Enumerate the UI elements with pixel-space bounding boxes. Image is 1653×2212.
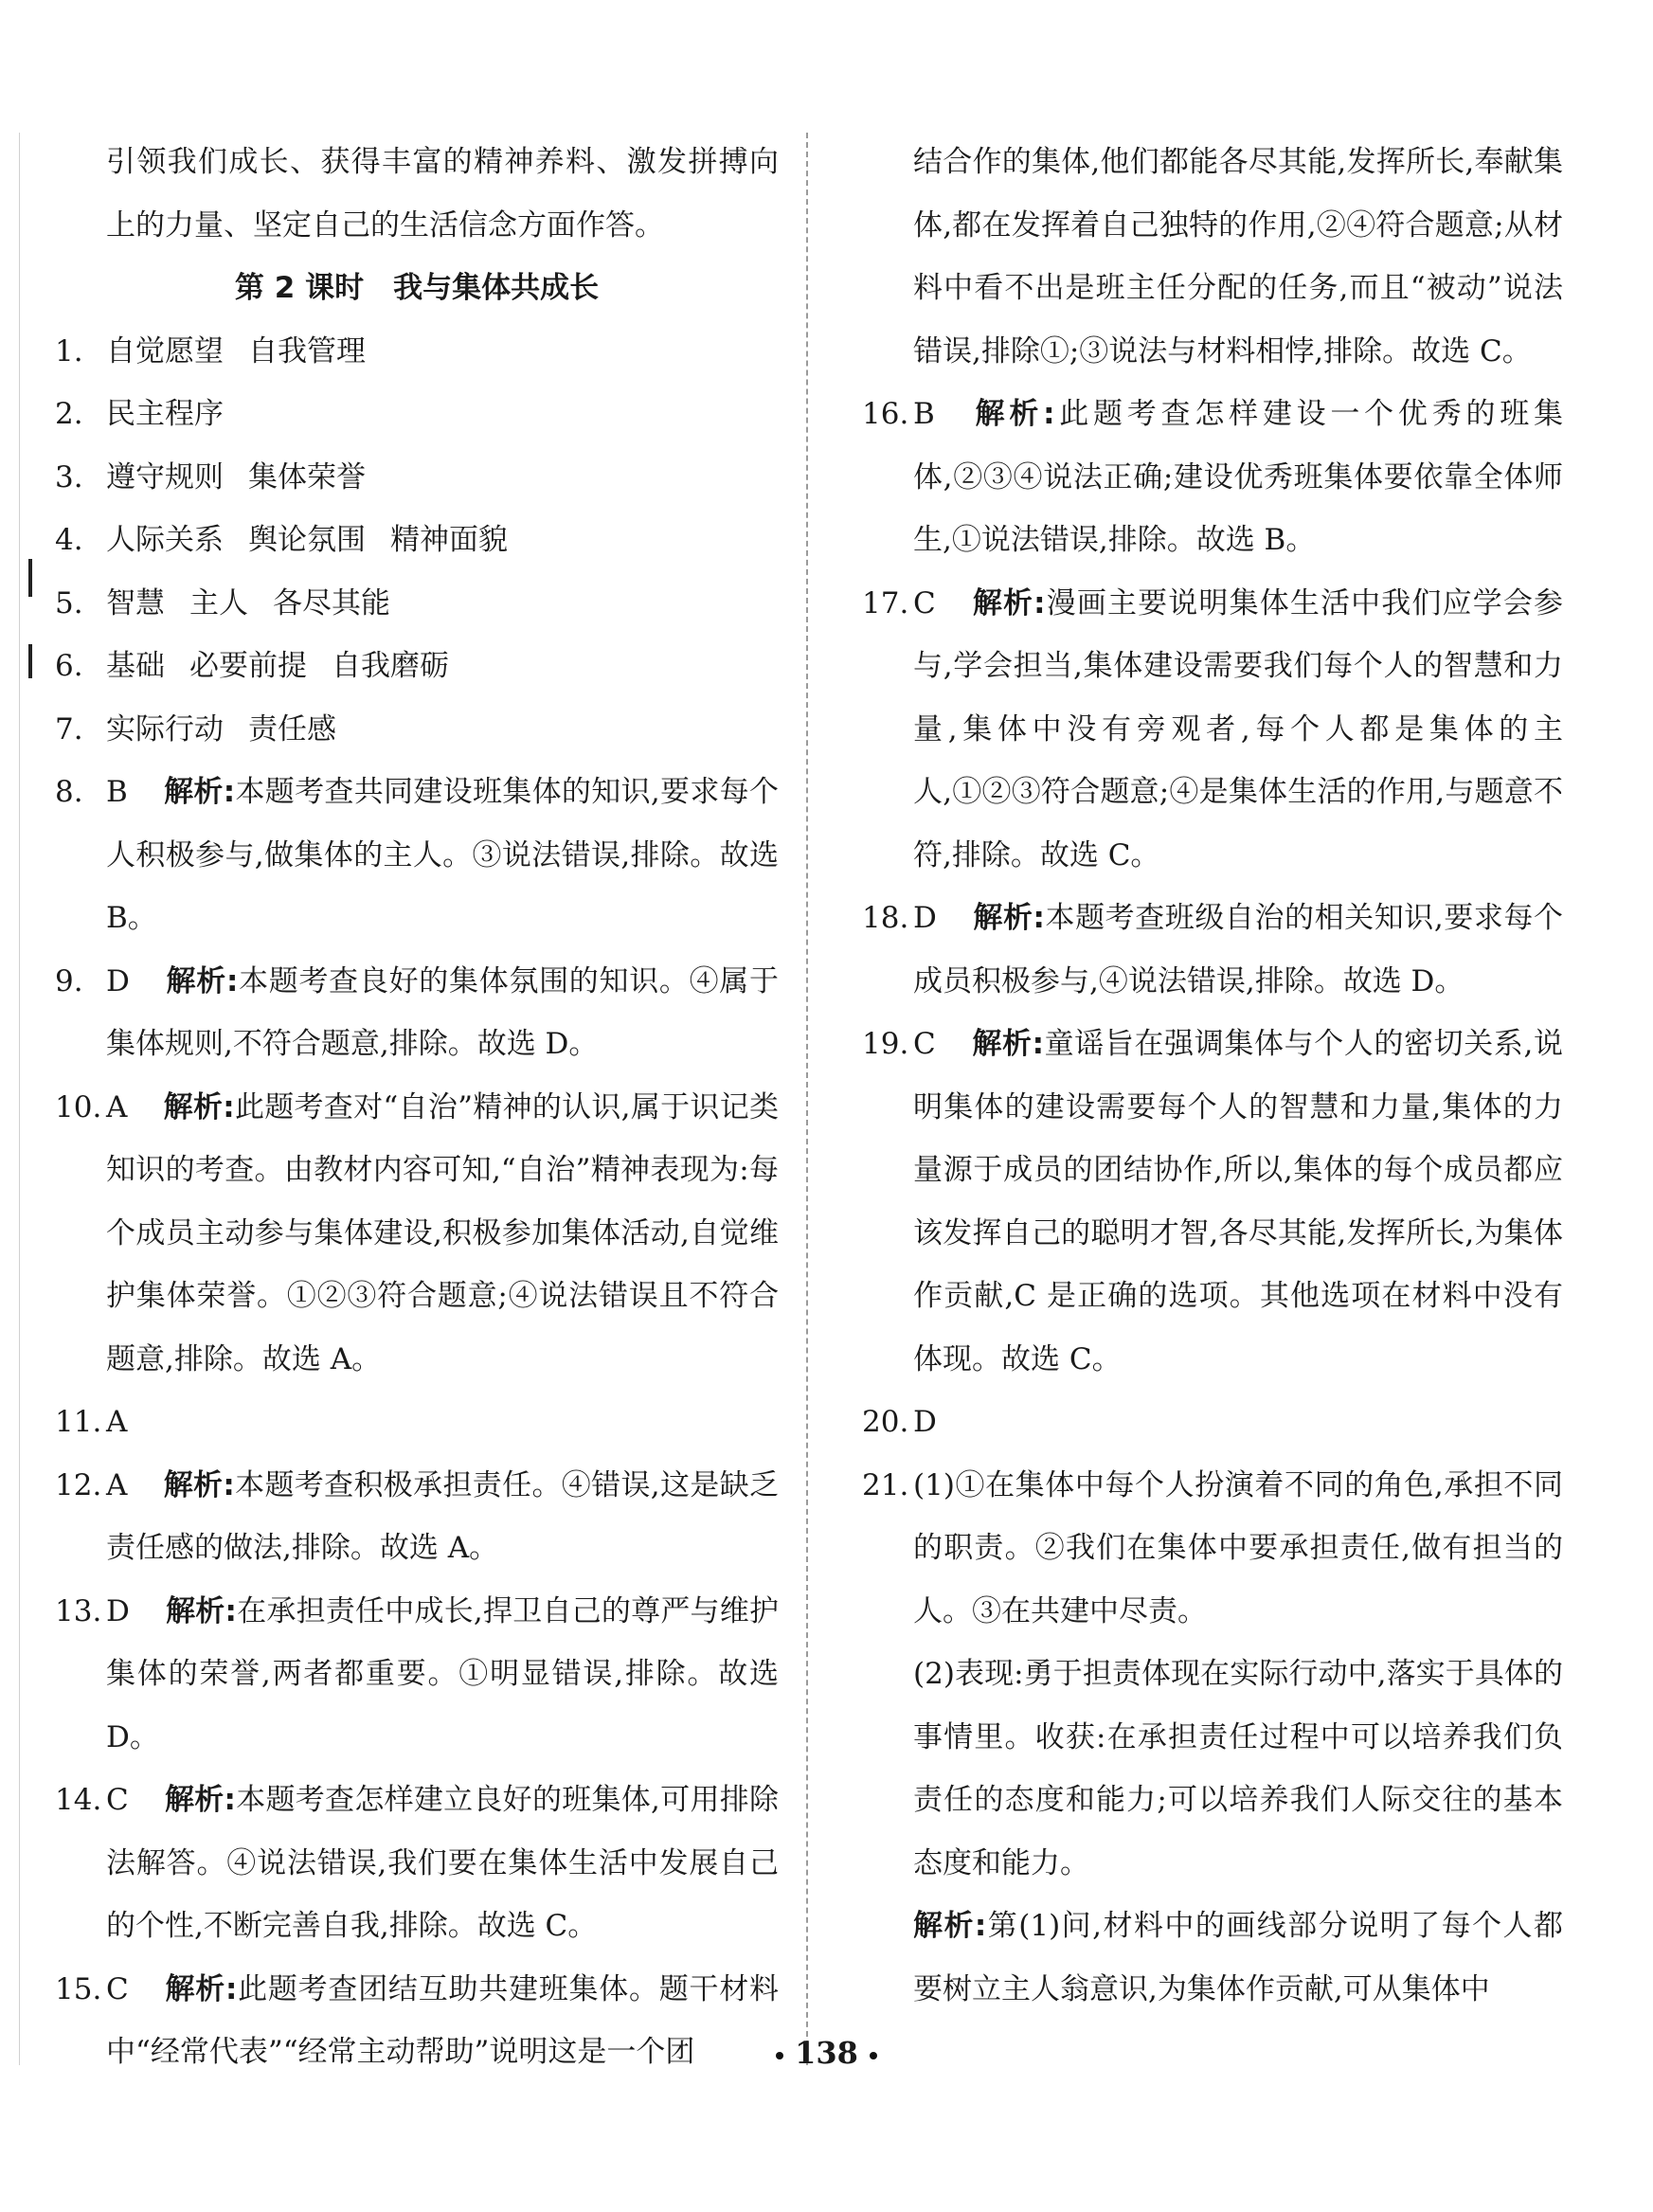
analysis-label: 解析: bbox=[972, 901, 1045, 935]
continuation-text: 结合作的集体,他们都能各尽其能,发挥所长,奉献集体,都在发挥着自己独特的作用,②④符合题意;从材料中看不出是班主任分配的任务,而且“被动”说法错误,排除①;③说法与材料相悖,排除。故选 C。 bbox=[913, 145, 1563, 369]
answer-choice: D bbox=[913, 901, 937, 935]
analysis-text: 此题考查对“自治”精神的认识,属于识记类知识的考查。由教材内容可知,“自治”精神表现为:每个成员主动参与集体建设,积极参加集体活动,自觉维护集体荣誉。①②③符合题意;④说法错误且不符合题意,排除。故选 A。 bbox=[106, 1089, 779, 1376]
analysis-label: 解析: bbox=[165, 1593, 237, 1628]
answer-choice: D bbox=[106, 1593, 130, 1628]
analysis-label: 解析: bbox=[163, 775, 236, 809]
fill-answer-item bbox=[55, 446, 779, 510]
answer-item bbox=[55, 761, 779, 950]
q21-part1: 21. (1)①在集体中每个人扮演着不同的角色,承担不同的职责。②我们在集体中要承担责任,做有担当的人。③在共建中尽责。 bbox=[862, 1454, 1563, 1644]
answer-number: 1. bbox=[55, 333, 83, 369]
analysis-text: 本题考查良好的集体氛围的知识。④属于集体规则,不符合题意,排除。故选 D。 bbox=[106, 963, 780, 1061]
answer-number: 20. bbox=[862, 1405, 909, 1439]
page-number: 138 bbox=[0, 2035, 1653, 2071]
answer-choice: D bbox=[106, 963, 130, 998]
answer-number: 16. bbox=[862, 397, 909, 431]
intro-text: 引领我们成长、获得丰富的精神养料、激发拼搏向上的力量、坚定自己的生活信念方面作答。 bbox=[106, 145, 779, 243]
answer-choice: B bbox=[106, 775, 128, 809]
fill-answer-text: 集体荣誉 bbox=[248, 459, 366, 495]
fill-answer-item bbox=[55, 698, 779, 762]
answer-choice: A bbox=[106, 1467, 128, 1502]
fill-answer-text: 遵守规则 bbox=[106, 459, 224, 495]
margin-mark bbox=[28, 644, 32, 678]
fill-answer-text: 基础 bbox=[106, 649, 165, 683]
answer-choice: A bbox=[106, 1089, 128, 1124]
fill-answer-item bbox=[55, 509, 779, 572]
analysis-label: 解析: bbox=[971, 1027, 1044, 1061]
fill-answer-text: 精神面貌 bbox=[390, 523, 508, 557]
fill-answer-text: 自我磨砺 bbox=[332, 649, 449, 683]
answer-number: 2. bbox=[55, 397, 83, 431]
answer-number: 3. bbox=[55, 459, 83, 495]
analysis-text: 本题考查班级自治的相关知识,要求每个成员积极参与,④说法错误,排除。故选 D。 bbox=[913, 901, 1563, 998]
answer-item bbox=[55, 1454, 779, 1580]
analysis-text: 漫画主要说明集体生活中我们应学会参与,学会担当,集体建设需要我们每个人的智慧和力量,集体中没有旁观者,每个人都是集体的主人,①②③符合题意;④是集体生活的作用,与题意不符,排除。故选 C。 bbox=[913, 585, 1563, 872]
answer-number: 7. bbox=[55, 711, 83, 746]
analysis-label: 解析: bbox=[913, 1909, 987, 1943]
analysis-label: 解析: bbox=[970, 397, 1055, 431]
analysis-text: 在承担责任中成长,捍卫自己的尊严与维护集体的荣誉,两者都重要。①明显错误,排除。故选 D。 bbox=[106, 1593, 779, 1754]
analysis-label: 解析: bbox=[971, 585, 1046, 620]
analysis-text: 此题考查怎样建设一个优秀的班集体,②③④说法正确;建设优秀班集体要依靠全体师生,①说法错误,排除。故选 B。 bbox=[913, 397, 1563, 557]
analysis-text: 本题考查积极承担责任。④错误,这是缺乏责任感的做法,排除。故选 A。 bbox=[106, 1467, 779, 1565]
answer-choice: B bbox=[913, 397, 935, 431]
fill-answer-item bbox=[55, 383, 779, 446]
fill-answer-text: 舆论氛围 bbox=[248, 523, 366, 557]
answer-number: 11. bbox=[55, 1405, 102, 1439]
answer-number: 15. bbox=[55, 1971, 102, 2006]
answer-choice: D bbox=[913, 1405, 937, 1439]
fill-answer-text: 自我管理 bbox=[248, 333, 366, 369]
choice-answers-list bbox=[862, 383, 1563, 1454]
answer-choice: A bbox=[106, 1405, 128, 1439]
fill-answer-text: 实际行动 bbox=[106, 711, 224, 746]
answer-item bbox=[862, 887, 1563, 1013]
fill-answer-item bbox=[55, 635, 779, 698]
answer-choice: C bbox=[106, 1783, 129, 1817]
fill-answer-text: 各尽其能 bbox=[273, 585, 390, 620]
choice-answers-list bbox=[55, 761, 779, 2084]
answer-item bbox=[862, 572, 1563, 888]
fill-answer-text: 人际关系 bbox=[106, 523, 224, 557]
bullet-icon bbox=[776, 2052, 783, 2059]
answer-number: 9. bbox=[55, 963, 83, 998]
answer-number: 6. bbox=[55, 649, 83, 683]
answer-number: 10. bbox=[55, 1089, 102, 1124]
answer-item bbox=[55, 1076, 779, 1392]
left-column bbox=[55, 131, 779, 2084]
left-margin-rule bbox=[19, 133, 20, 2065]
right-column bbox=[862, 131, 1563, 2021]
answer-choice: C bbox=[913, 1027, 936, 1061]
analysis-label: 解析: bbox=[164, 1971, 238, 2006]
fill-answer-text: 自觉愿望 bbox=[106, 333, 224, 369]
answer-number: 5. bbox=[55, 585, 83, 620]
fill-answer-item bbox=[55, 572, 779, 636]
answer-choice: C bbox=[913, 585, 936, 620]
answer-choice: C bbox=[106, 1971, 129, 2006]
analysis-label: 解析: bbox=[163, 1089, 235, 1124]
analysis-text: 此题考查团结互助共建班集体。题干材料中“经常代表”“经常主动帮助”说明这是一个团 bbox=[106, 1971, 779, 2069]
fill-answer-text: 智慧 bbox=[106, 585, 165, 620]
q21-part2: (2)表现:勇于担责体现在实际行动中,落实于具体的事情里。收获:在承担责任过程中可以培养我们负责任的态度和能力;可以培养我们人际交往的基本态度和能力。 bbox=[913, 1657, 1563, 1880]
fill-answer-text: 必要前提 bbox=[189, 649, 307, 683]
answer-item bbox=[862, 1013, 1563, 1391]
answer-number: 19. bbox=[862, 1027, 909, 1061]
analysis-label: 解析: bbox=[165, 963, 239, 998]
answer-number: 18. bbox=[862, 901, 909, 935]
fill-answer-text: 民主程序 bbox=[106, 397, 224, 431]
bullet-icon bbox=[870, 2052, 877, 2059]
column-divider bbox=[806, 133, 808, 2065]
analysis-text: 本题考查怎样建立良好的班集体,可用排除法解答。④说法错误,我们要在集体生活中发展自己的个性,不断完善自我,排除。故选 C。 bbox=[106, 1783, 779, 1943]
margin-mark bbox=[28, 559, 32, 597]
question-21 bbox=[862, 1454, 1563, 2022]
answer-item bbox=[55, 1580, 779, 1770]
fill-answer-text: 主人 bbox=[189, 585, 248, 620]
fill-answer-item bbox=[55, 320, 779, 384]
analysis-text: 童谣旨在强调集体与个人的密切关系,说明集体的建设需要每个人的智慧和力量,集体的力量源于成员的团结协作,所以,集体的每个成员都应该发挥自己的聪明才智,各尽其能,发挥所长,为集体作贡献,C 是正确的选项。其他选项在材料中没有体现。故选 C。 bbox=[913, 1027, 1563, 1376]
analysis-text: 本题考查共同建设班集体的知识,要求每个人积极参与,做集体的主人。③说法错误,排除。故选 B。 bbox=[106, 775, 779, 935]
answer-number: 12. bbox=[55, 1467, 102, 1502]
section-heading: 第 2 课时 我与集体共成长 bbox=[234, 271, 600, 305]
answer-number: 4. bbox=[55, 523, 83, 557]
answer-item bbox=[55, 1391, 779, 1454]
answer-item bbox=[862, 383, 1563, 572]
analysis-label: 解析: bbox=[163, 1467, 235, 1502]
answer-number: 17. bbox=[862, 585, 909, 620]
answer-item bbox=[862, 1391, 1563, 1454]
answer-number: 8. bbox=[55, 775, 83, 809]
answer-item bbox=[55, 950, 779, 1076]
answer-number: 21. bbox=[862, 1467, 909, 1502]
answer-item bbox=[55, 1769, 779, 1958]
fill-answer-text: 责任感 bbox=[248, 711, 336, 746]
q21-analysis: 解析:第(1)问,材料中的画线部分说明了每个人都要树立主人翁意识,为集体作贡献,可从集体中 bbox=[913, 1909, 1563, 2006]
answer-number: 14. bbox=[55, 1783, 102, 1817]
answer-number: 13. bbox=[55, 1593, 102, 1628]
fill-answers-list bbox=[55, 320, 779, 762]
analysis-label: 解析: bbox=[164, 1783, 236, 1817]
